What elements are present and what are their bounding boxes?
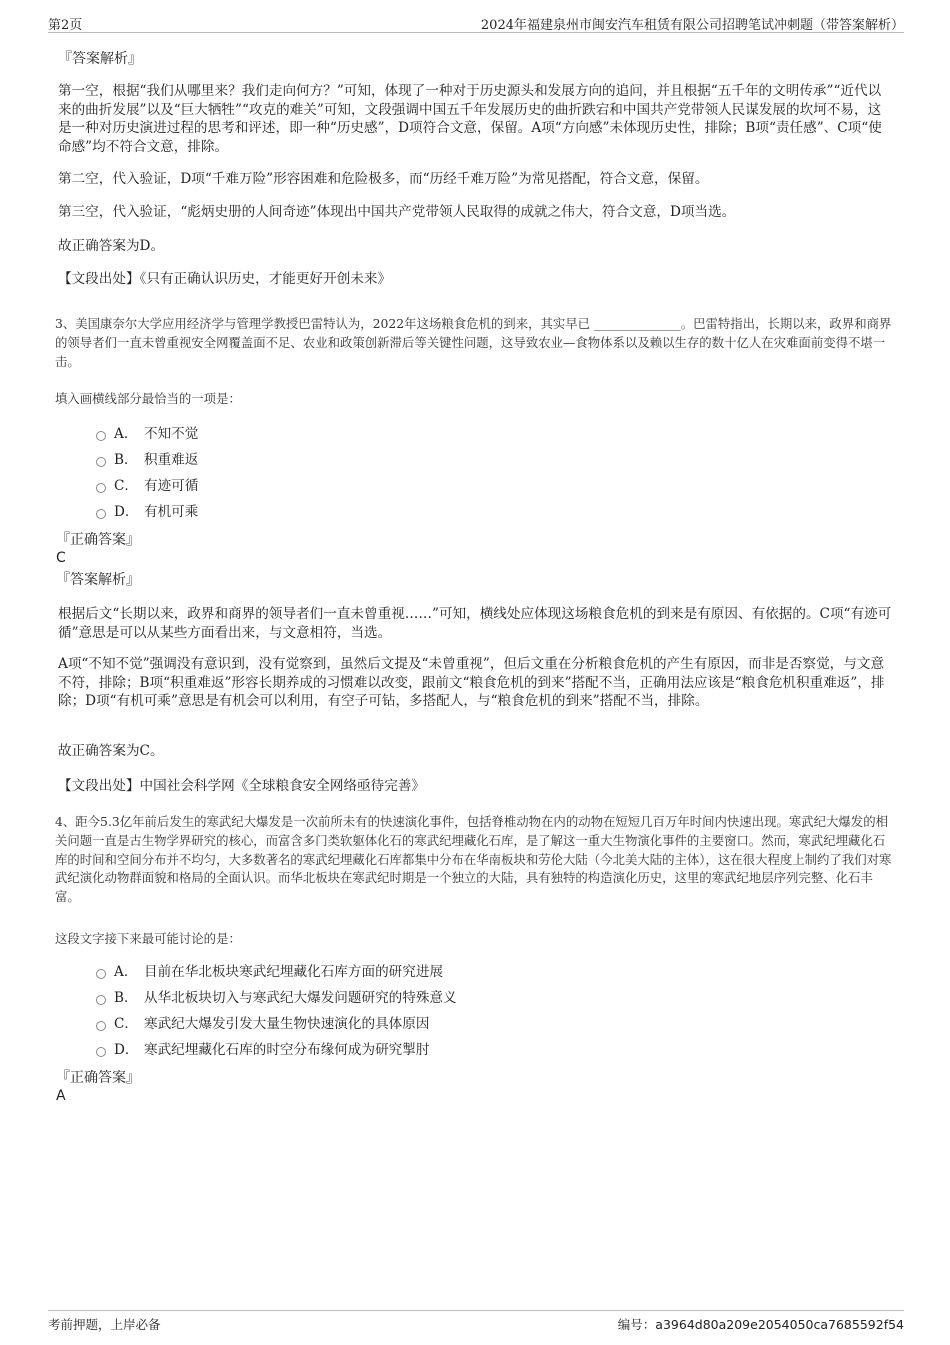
radio-icon[interactable]: [96, 431, 106, 441]
option-text: 寒武纪大爆发引发大量生物快速演化的具体原因: [144, 1016, 430, 1032]
q3-answer: C: [56, 550, 66, 566]
q4-option-b[interactable]: [96, 989, 457, 1007]
q4-question-text: 4、距今5.3亿年前后发生的寒武纪大爆发是一次前所未有的快速演化事件，包括脊椎动物在内的动物在短短几百万年时间内快速出现。寒武纪大爆发的相关问题一直是古生物学界研究的核心，而富含多门类软躯体化石的寒武纪埋藏化石库，是了解这一重大生物演化事件的主要窗口。然而，寒武纪埋藏化石库的时间和空间分布并不均匀，大多数著名的寒武纪埋藏化石库都集中分布在华南板块和劳伦大陆（今北美大陆的主体），这在很大程度上制约了我们对寒武纪演化动物群面貌和格局的全面认识。而华北板块在寒武纪时期是一个独立的大陆，具有独特的构造演化历史，这里的寒武纪地层序列完整、化石丰富。: [55, 814, 892, 905]
option-letter: B．: [114, 452, 138, 468]
q2-analysis-heading: 『答案解析』: [58, 51, 142, 67]
q3-option-a[interactable]: [96, 425, 198, 443]
option-letter: C．: [114, 1016, 138, 1032]
q3-blank: ______________: [594, 316, 681, 331]
option-text: 寒武纪埋藏化石库的时空分布缘何成为研究掣肘: [144, 1042, 430, 1058]
radio-icon[interactable]: [96, 1021, 106, 1031]
footer-code: [618, 1315, 904, 1333]
q3-analysis-paragraph-2: A项“不知不觉”强调没有意识到，没有觉察到，虽然后文提及“未曾重视”，但后文重在分析粮食危机的产生有原因，而非是否察觉，与文意不符，排除；B项“积重难返”形容长期养成的习惯难以改变，跟前文“粮食危机的到来”搭配不当，正确用法应该是“粮食危机积重难返”，排除；D项“有机可乘”意思是有机会可以利用，有空子可钻，多搭配人，与“粮食危机的到来”搭配不当，排除。: [58, 656, 885, 709]
option-letter: A．: [114, 426, 138, 442]
option-text: 从华北板块切入与寒武纪大爆发问题研究的特殊意义: [144, 990, 457, 1006]
q3-answer-heading: 『正确答案』: [56, 532, 140, 548]
q4-option-a[interactable]: [96, 963, 443, 981]
radio-icon[interactable]: [96, 509, 106, 519]
q3-conclusion: 故正确答案为C。: [58, 743, 164, 759]
q2-analysis-paragraph-1: 第一空，根据“我们从哪里来？我们走向何方？”可知，体现了一种对于历史源头和发展方向的追问，并且根据“五千年的文明传承”“近代以来的曲折发展”以及“巨大牺牲”“攻克的难关”可知，文段强调中国五千年发展历史的曲折跌宕和中国共产党带领人民谋发展的坎坷不易，这是一种对历史演进过程的思考和评述，即一种“历史感”，D项符合文意，保留。A项“方向感”未体现历史性，排除；B项“责任感”、C项“使命感”均不符合文意，排除。: [58, 83, 882, 155]
q2-conclusion: 故正确答案为D。: [58, 238, 165, 254]
option-text: 不知不觉: [144, 426, 199, 442]
q3-prompt: 填入画横线部分最恰当的一项是：: [55, 391, 241, 406]
q3-option-b[interactable]: [96, 451, 198, 469]
q3-source: 【文段出处】中国社会科学网《全球粮食安全网络亟待完善》: [58, 778, 426, 794]
q4-prompt: 这段文字接下来最可能讨论的是：: [55, 931, 241, 946]
page-footer: [48, 1310, 904, 1331]
footer-code-label: 编号：: [617, 1317, 656, 1332]
footer-code-value: a3964d80a209e2054050ca7685592f54: [655, 1317, 904, 1332]
q2-analysis-paragraph-3: 第三空，代入验证，“彪炳史册的人间奇迹”体现出中国共产党带领人民取得的成就之伟大，符合文意，D项当选。: [58, 204, 736, 220]
q3-text-after: 。巴雷特指出，长期以来，政界和商界的领导者们一直未曾重视安全网覆盖面不足、农业和政策创新滞后等关键性问题，这导致农业—食物体系以及赖以生存的数十亿人在灾难面前变得不堪一击。: [55, 316, 892, 369]
q3-analysis-heading: 『答案解析』: [56, 572, 140, 588]
radio-icon[interactable]: [96, 457, 106, 467]
option-letter: D．: [114, 504, 139, 520]
q3-question-text: [55, 315, 897, 371]
option-text: 目前在华北板块寒武纪埋藏化石库方面的研究进展: [144, 964, 444, 980]
option-text: 积重难返: [144, 452, 199, 468]
radio-icon[interactable]: [96, 969, 106, 979]
q4-answer-heading: 『正确答案』: [56, 1070, 140, 1086]
q4-answer: A: [56, 1088, 66, 1104]
radio-icon[interactable]: [96, 483, 106, 493]
page-header: [48, 14, 904, 33]
footer-slogan: 考前押题，上岸必备: [48, 1317, 161, 1332]
q3-analysis-paragraph-1: 根据后文“长期以来，政界和商界的领导者们一直未曾重视……”可知，横线处应体现这场粮食危机的到来是有原因、有依据的。C项“有迹可循”意思是可以从某些方面看出来，与文意相符，当选。: [58, 606, 892, 641]
option-letter: C．: [114, 478, 138, 494]
document-title: 2024年福建泉州市闽安汽车租赁有限公司招聘笔试冲刺题（带答案解析）: [480, 18, 904, 33]
radio-icon[interactable]: [96, 995, 106, 1005]
q3-text-before: 3、美国康奈尔大学应用经济学与管理学教授巴雷特认为，2022年这场粮食危机的到来，其实早已: [55, 316, 591, 331]
page-number: 第2页: [48, 18, 83, 33]
option-text: 有迹可循: [144, 478, 199, 494]
option-text: 有机可乘: [144, 504, 199, 520]
q4-option-d[interactable]: [96, 1041, 429, 1059]
radio-icon[interactable]: [96, 1047, 106, 1057]
option-letter: B．: [114, 990, 138, 1006]
q4-option-c[interactable]: [96, 1015, 429, 1033]
q2-analysis-paragraph-2: 第二空，代入验证，D项“千难万险”形容困难和危险极多，而“历经千难万险”为常见搭配，符合文意，保留。: [58, 171, 709, 187]
q2-source: 【文段出处】《只有正确认识历史，才能更好开创未来》: [58, 271, 392, 287]
q3-option-d[interactable]: [96, 503, 198, 521]
option-letter: A．: [114, 964, 138, 980]
option-letter: D．: [114, 1042, 139, 1058]
q3-option-c[interactable]: [96, 477, 198, 495]
